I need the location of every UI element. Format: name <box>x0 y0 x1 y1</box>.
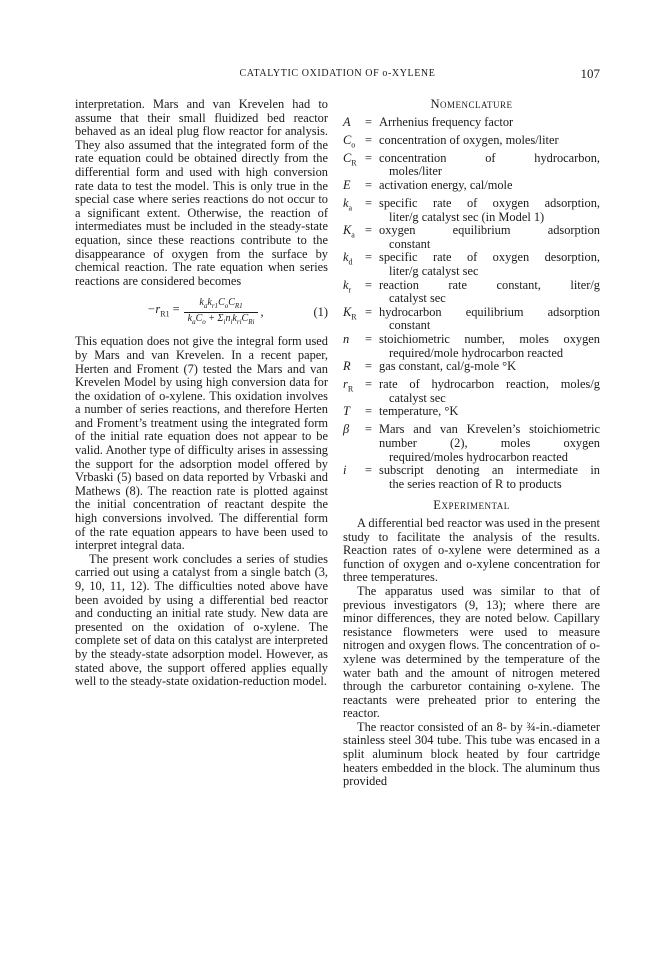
paragraph-interpretation: interpretation. Mars and van Krevelen had to assume that their small fluidized bed reactor behaved as an ideal plug flow reactor for analysis. They also assumed that the integrated form of the rate equation could be obtained directly from the differential form and used with high conversion rate data to test the model. This is only true in the special case where series reactions do not occur to a significant extent. Otherwise, the reaction of intermediates must be included in the steady-state equation, since these reactions contribute to the disappearance of oxygen from the surface by chemical reaction. The rate equation when series reactions are considered becomes <box>75 97 328 288</box>
definition-line: liter/g catalyst sec (in Model 1) <box>389 209 545 224</box>
equation-fraction <box>184 297 259 328</box>
rate-equation-1: $-r_{R1}$ = $\frac{k_ak_{r1}C_oC_{R1}}{k_aC_o + \Sigma_in_ik_{ri}C_{Ri}}$ , (1) <box>147 296 328 326</box>
nomenclature-equals: = <box>365 331 372 346</box>
nomenclature-equals: = <box>365 359 372 374</box>
page-number: 107 <box>580 66 600 81</box>
nomenclature-equals: = <box>365 132 372 147</box>
nomenclature-definition <box>379 360 600 378</box>
definition-line: the series reaction of R to products <box>389 476 562 491</box>
experimental-heading: Experimental <box>433 498 510 513</box>
nomenclature-definition <box>379 179 600 197</box>
nomenclature-definition <box>379 279 600 306</box>
nomenclature-symbol: n <box>343 331 350 346</box>
definition-line: activation energy, cal/mole <box>379 177 513 192</box>
equation-lhs: $-r_{R1}$ = <box>147 302 180 319</box>
nomenclature-symbol: β <box>343 422 350 437</box>
paragraph-apparatus: The apparatus used was similar to that of previous investigators (9, 13); where there are minor differences, they are noted below. Capillary resistance flowmeters were used to measure nitrogen and oxygen flows. The concentration of o-xylene was determined by the temperature of the water bath and the amount of nitrogen metered through the carburetor containing o-xylene. The reactants were preheated prior to entering the reactor. <box>343 583 600 721</box>
definition-line: gas constant, cal/g-mole °K <box>379 359 517 374</box>
nomenclature-entry <box>343 224 600 251</box>
definition-line: catalyst sec <box>389 390 446 405</box>
nomenclature-entry <box>343 306 600 333</box>
definition-line: required/mole hydrocarbon reacted <box>389 345 564 360</box>
nomenclature-equals: = <box>365 277 372 292</box>
paragraph-reactor: The reactor consisted of an 8- by ¾-in.-diameter stainless steel 304 tube. This tube was encased in a split aluminum block heated by four cartridge heaters embedded in the block. The aluminum thus provided <box>343 719 600 789</box>
definition-line: moles/liter <box>389 164 442 179</box>
nomenclature-entry <box>343 116 600 134</box>
nomenclature-definition <box>379 251 600 278</box>
nomenclature-definition <box>379 423 600 464</box>
definition-line: reaction rate constant, liter/g <box>379 277 600 292</box>
right-column <box>343 98 600 789</box>
definition-line: oxygen equilibrium adsorption <box>379 223 600 238</box>
equation-numerator: $k_ak_{r1}C_oC_{R1}$ <box>199 296 243 310</box>
definition-line: required/moles hydrocarbon reacted <box>389 449 568 464</box>
nomenclature-symbol: A <box>343 114 351 129</box>
nomenclature-list <box>343 116 600 492</box>
definition-line: specific rate of oxygen adsorption, <box>379 195 600 210</box>
nomenclature-equals: = <box>365 304 372 319</box>
nomenclature-symbol: i <box>343 463 347 478</box>
nomenclature-symbol: $k_r$ <box>343 277 352 294</box>
definition-line: subscript denoting an intermediate in <box>379 463 600 478</box>
nomenclature-symbol: $C_R$ <box>343 150 357 168</box>
nomenclature-entry <box>343 464 600 491</box>
definition-line: temperature, °K <box>379 404 459 419</box>
nomenclature-symbol: $k_d$ <box>343 250 353 267</box>
nomenclature-entry <box>343 360 600 378</box>
nomenclature-equals: = <box>365 422 372 437</box>
nomenclature-definition <box>379 134 600 152</box>
nomenclature-entry <box>343 333 600 360</box>
definition-line: liter/g catalyst sec <box>389 263 479 278</box>
nomenclature-equals: = <box>365 114 372 129</box>
nomenclature-definition <box>379 405 600 423</box>
definition-line: Arrhenius frequency factor <box>379 114 514 129</box>
nomenclature-entry <box>343 179 600 197</box>
definition-line: rate of hydrocarbon reaction, moles/g <box>379 377 600 392</box>
nomenclature-symbol: T <box>343 404 350 419</box>
left-column <box>75 98 328 689</box>
nomenclature-entry <box>343 197 600 224</box>
nomenclature-symbol: $K_R$ <box>343 304 357 322</box>
nomenclature-entry <box>343 251 600 278</box>
definition-line: hydrocarbon equilibrium adsorption <box>379 304 600 319</box>
nomenclature-equals: = <box>365 377 372 392</box>
nomenclature-equals: = <box>365 463 372 478</box>
nomenclature-definition <box>379 152 600 179</box>
equation-denominator: $k_aC_o + \Sigma_in_ik_{ri}C_{Ri}$ <box>184 312 259 328</box>
nomenclature-entry <box>343 378 600 405</box>
nomenclature-entry <box>343 134 600 152</box>
nomenclature-definition <box>379 306 600 333</box>
nomenclature-symbol: $k_a$ <box>343 195 353 213</box>
definition-line: concentration of hydrocarbon, <box>379 150 600 165</box>
nomenclature-definition <box>379 116 600 134</box>
definition-line: constant <box>389 236 431 251</box>
nomenclature-entry <box>343 279 600 306</box>
definition-line: stoichiometric number, moles oxygen <box>379 331 600 346</box>
nomenclature-definition <box>379 378 600 405</box>
nomenclature-symbol: $K_a$ <box>343 223 355 240</box>
nomenclature-equals: = <box>365 150 372 165</box>
equation-number: (1) <box>313 304 328 319</box>
nomenclature-definition <box>379 197 600 224</box>
nomenclature-equals: = <box>365 195 372 210</box>
nomenclature-symbol: $r_R$ <box>343 377 354 394</box>
nomenclature-symbol: R <box>343 359 351 374</box>
nomenclature-definition <box>379 224 600 251</box>
nomenclature-heading: Nomenclature <box>430 97 513 111</box>
nomenclature-definition <box>379 464 600 491</box>
definition-line: specific rate of oxygen desorption, <box>379 250 600 265</box>
paragraph-experimental-intro: A differential bed reactor was used in the present study to facilitate the analysis of the results. Reaction rates of o-xylene were determined as a function of oxygen and o-xylene concentration for three temperatures. <box>343 515 600 585</box>
nomenclature-equals: = <box>365 404 372 419</box>
nomenclature-equals: = <box>365 223 372 238</box>
nomenclature-entry <box>343 405 600 423</box>
nomenclature-equals: = <box>365 177 372 192</box>
nomenclature-entry <box>343 423 600 464</box>
nomenclature-definition <box>379 333 600 360</box>
paragraph-integral-form: This equation does not give the integral form used by Mars and van Krevelen. In a recent paper, Herten and Froment (7) tested the Mars and van Krevelen Model by using high conversion data for the oxidation of o-xylene. This oxidation involves a number of series reactions, and therefore Herten and Froment’s treatment using the integrated form of the initial rate equation does not appear to be valid. Another type of difficulty arises in assessing the support for the adsorption model offered by Vrbaski (5) based on data reported by Vrbaski and Mathews (8). The reaction rate is plotted against the initial concentration of reactant despite the high conversions involved. The differential form of the rate equation appears to have been used to interpret integral data. <box>75 334 328 553</box>
running-header <box>75 68 600 84</box>
definition-line: Mars and van Krevelen’s stoichiometric number (2), moles oxygen <box>379 422 600 450</box>
definition-line: constant <box>389 318 431 333</box>
nomenclature-entry <box>343 152 600 179</box>
nomenclature-equals: = <box>365 250 372 265</box>
nomenclature-symbol: $C_o$ <box>343 132 356 150</box>
definition-line: catalyst sec <box>389 291 446 306</box>
definition-line: concentration of oxygen, moles/liter <box>379 132 559 147</box>
paragraph-present-work: The present work concludes a series of studies carried out using a catalyst from a single batch (3, 9, 10, 11, 12). The difficulties noted above have been avoided by using a differential bed reactor and conducting an initial rate study. New data are presented on the oxidation of o-xylene. The complete set of data on this catalyst are interpreted by the steady-state adsorption model. However, as stated above, the support offered applies equally well to the steady-state oxidation-reduction model. <box>75 551 328 689</box>
nomenclature-symbol: E <box>343 177 351 192</box>
running-title: CATALYTIC OXIDATION OF o-XYLENE <box>239 68 436 79</box>
